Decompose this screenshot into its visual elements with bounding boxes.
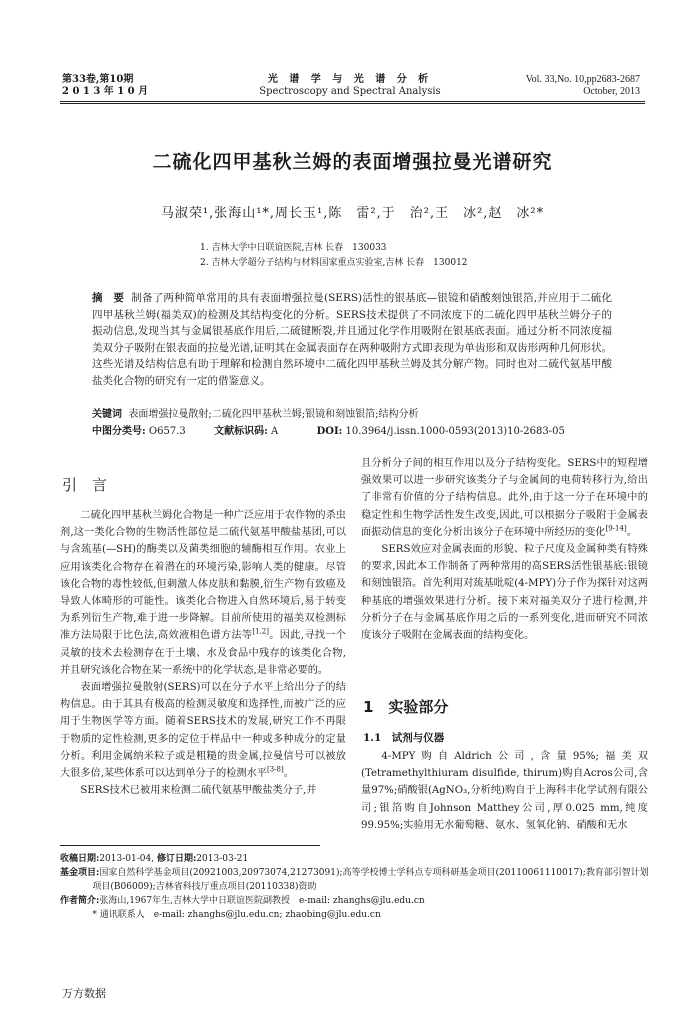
volume-issue: 第33卷,第10期: [62, 74, 134, 85]
reagents-paragraph: 4-MPY购自Aldrich公司,含量95%;福美双(Tetramethylthiuram disulfide, thirum)购自Acros公司,含量97%;硝酸银(AgNO₃,分析纯)购自于上海科丰化学试剂有限公司;银箔购自Johnson Matthey公司,厚0.025 mm,纯度99.95%;实验用无水葡萄糖、氨水、氢氧化钠、硝酸和无水: [361, 751, 648, 831]
revised-label: 修订日期:: [156, 854, 197, 864]
footnotes: [60, 852, 650, 922]
keywords-text: 表面增强拉曼散射;二硫化四甲基秋兰姆;银镜和刻蚀银箔;结构分析: [128, 409, 419, 420]
abstract-text: 制备了两种简单常用的具有表面增强拉曼(SERS)活性的银基底—银镜和硝酸刻蚀银箔,并应用于二硫化四甲基秋兰姆(福美双)的检测及其结构变化的分析。SERS技术提供了不同浓度下的二硫化四甲基秋兰姆分子的振动信息,发现当其与金属银基底作用后,二硫键断裂,并且通过化学作用吸附在银基底表面。通过分析不同浓度福美双分子吸附在银表面的拉曼光谱,证明其在金属表面存在两种吸附方式即表现为单齿形和双齿形两种几何形状。这些光谱及结构信息有助于理解和检测自然环境中二硫化四甲基秋兰姆及其分解产物。同时也对二硫代氨基甲酸盐类化合物的研究有一定的借鉴意义。: [92, 292, 612, 387]
doc-code-value: A: [270, 426, 279, 437]
keywords-label: 关键词: [92, 409, 122, 420]
fund-text: 国家自然科学基金项目(20921003,20973074,21273091);高等学校博士学科点专项科研基金项目(20110061110017);教育部引智计划项目(B06009);吉林省科技厅重点项目(20110338)资助: [92, 868, 649, 892]
section-1-heading: 1 实验部分: [363, 698, 449, 716]
intro-left-column: [60, 507, 346, 799]
intro-right-column: [361, 455, 648, 644]
classification-line: [92, 423, 632, 440]
clc-value: O657.3: [148, 426, 186, 437]
citation-3-8: [3-8]: [267, 765, 284, 774]
paper-title: 二硫化四甲基秋兰姆的表面增强拉曼光谱研究: [152, 151, 553, 173]
header-rule-2: [60, 103, 645, 104]
received-date: 2013-01-04,: [99, 854, 155, 864]
citation-9-14: [9-14]: [605, 524, 627, 533]
abstract-label: 摘 要: [92, 292, 125, 304]
journal-citation: [526, 74, 640, 98]
volume-pages: Vol. 33,No. 10,pp2683-2687: [525, 74, 640, 85]
citation-1-2: [1,2]: [252, 628, 269, 637]
wanfang-watermark: 万方数据: [62, 987, 106, 1000]
footnote-rule: [60, 845, 320, 846]
keywords-block: [92, 406, 632, 440]
doi-value: 10.3964/j.issn.1000-0593(2013)10-2683-05: [345, 426, 565, 437]
author-bio-label: 作者简介:: [60, 896, 100, 906]
intro-paragraph-2: 表面增强拉曼散射(SERS)可以在分子水平上给出分子的结构信息。由于其具有极高的检测灵敏度和选择性,而被广泛的应用于生物医学等方面。随着SERS技术的发展,研究工作不再限于物质的定性检测,更多的定位于样品中一种或多种成分的定量分析。利用金属纳米粒子或是粗糙的贵金属,拉曼信号可以被放大很多倍,某些体系可以达到单分子的检测水平[3-8]。: [60, 682, 346, 780]
issue-date: 2 0 1 3 年 1 0 月: [62, 86, 149, 97]
affiliation-1: 1. 吉林大学中日联谊医院,吉林 长春 130033: [200, 243, 387, 253]
revised-date: 2013-03-21: [196, 854, 249, 864]
section-1-body: [361, 748, 648, 834]
funding-line: [60, 866, 650, 894]
keywords-line: [92, 406, 632, 423]
author-bio-line: [60, 894, 650, 908]
journal-name-zh: 光 谱 学 与 光 谱 分 析: [267, 74, 433, 85]
affiliation-2: 2. 吉林大学超分子结构与材料国家重点实验室,吉林 长春 130012: [200, 258, 468, 268]
author-bio-text: 张海山,1967年生,吉林大学中日联谊医院副教授 e-mail: zhanghs@jlu.edu.cn: [99, 896, 425, 906]
journal-name: [240, 74, 460, 98]
issue-month: October, 2013: [583, 86, 640, 97]
received-label: 收稿日期:: [60, 854, 100, 864]
dates-line: [60, 852, 650, 866]
intro-paragraph-3: SERS技术已被用来检测二硫代氨基甲酸盐类分子,并: [80, 785, 317, 797]
intro-paragraph-1: 二硫化四甲基秋兰姆化合物是一种广泛应用于农作物的杀虫剂,这一类化合物的生物活性部位是二硫代氨基甲酸盐基团,可以与含巯基(—SH)的酶类以及菌类细胞的辅酶相互作用。农业上应用该类化合物存在着潜在的环境污染,影响人类的健康。尽管该化合物的毒性较低,但刺激人体皮肤和黏膜,衍生产物有致癌及导致人体畸形的可能性。该类化合物进入自然环境后,易于转变为系列衍生产物,难于进一步降解。目前所使用的福美双检测标准方法局限于比色法,高效液相色谱方法等[1,2]。因此,寻找一个灵敏的技术去检测存在于土壤、水及食品中残存的该类化合物,并且研究该化合物在某一系统中的化学状态,是非常必要的。: [60, 510, 346, 676]
corresponding-author-line: * 通讯联系人 e-mail: zhanghs@jlu.edu.cn; zhaobing@jlu.edu.cn: [92, 910, 381, 920]
journal-name-en: Spectroscopy and Spectral Analysis: [259, 86, 441, 97]
journal-volume: [62, 74, 148, 98]
author-list: 马淑荣¹,张海山¹*,周长玉¹,陈 雷²,于 治²,王 冰²,赵 冰²*: [160, 206, 545, 221]
affiliations: [200, 241, 468, 271]
abstract: [92, 290, 612, 390]
subsection-1-1-heading: 1.1 试剂与仪器: [363, 732, 445, 744]
intro-heading: 引 言: [62, 476, 108, 494]
doi-label: DOI:: [316, 426, 343, 437]
doc-code-label: 文献标识码:: [214, 426, 268, 437]
intro-paragraph-4: SERS效应对金属表面的形貌、粒子尺度及金属种类有特殊的要求,因此本工作制备了两种常用的高SERS活性银基底:银镜和刻蚀银箔。首先利用对巯基吡啶(4-MPY)分子作为探针对这两种基底的增强效果进行分析。接下来对福美双分子进行检测,并分析分子在与金属基底作用之后的一系列变化,进而研究不同浓度该分子吸附在金属表面的结构变化。: [361, 544, 648, 642]
intro-paragraph-3-cont: 且分析分子间的相互作用以及分子结构变化。SERS中的短程增强效果可以进一步研究该类分子与金属间的电荷转移行为,给出了非常有价值的分子结构信息。此外,由于这一分子在环境中的稳定性和生物学活性发生改变,因此,可以根据分子吸附于金属表面振动信息的变化分析出该分子在环境中所经历的变化[9-14]。: [361, 458, 648, 538]
header-rule: [60, 101, 645, 102]
clc-label: 中图分类号:: [92, 426, 146, 437]
fund-label: 基金项目:: [60, 868, 100, 878]
